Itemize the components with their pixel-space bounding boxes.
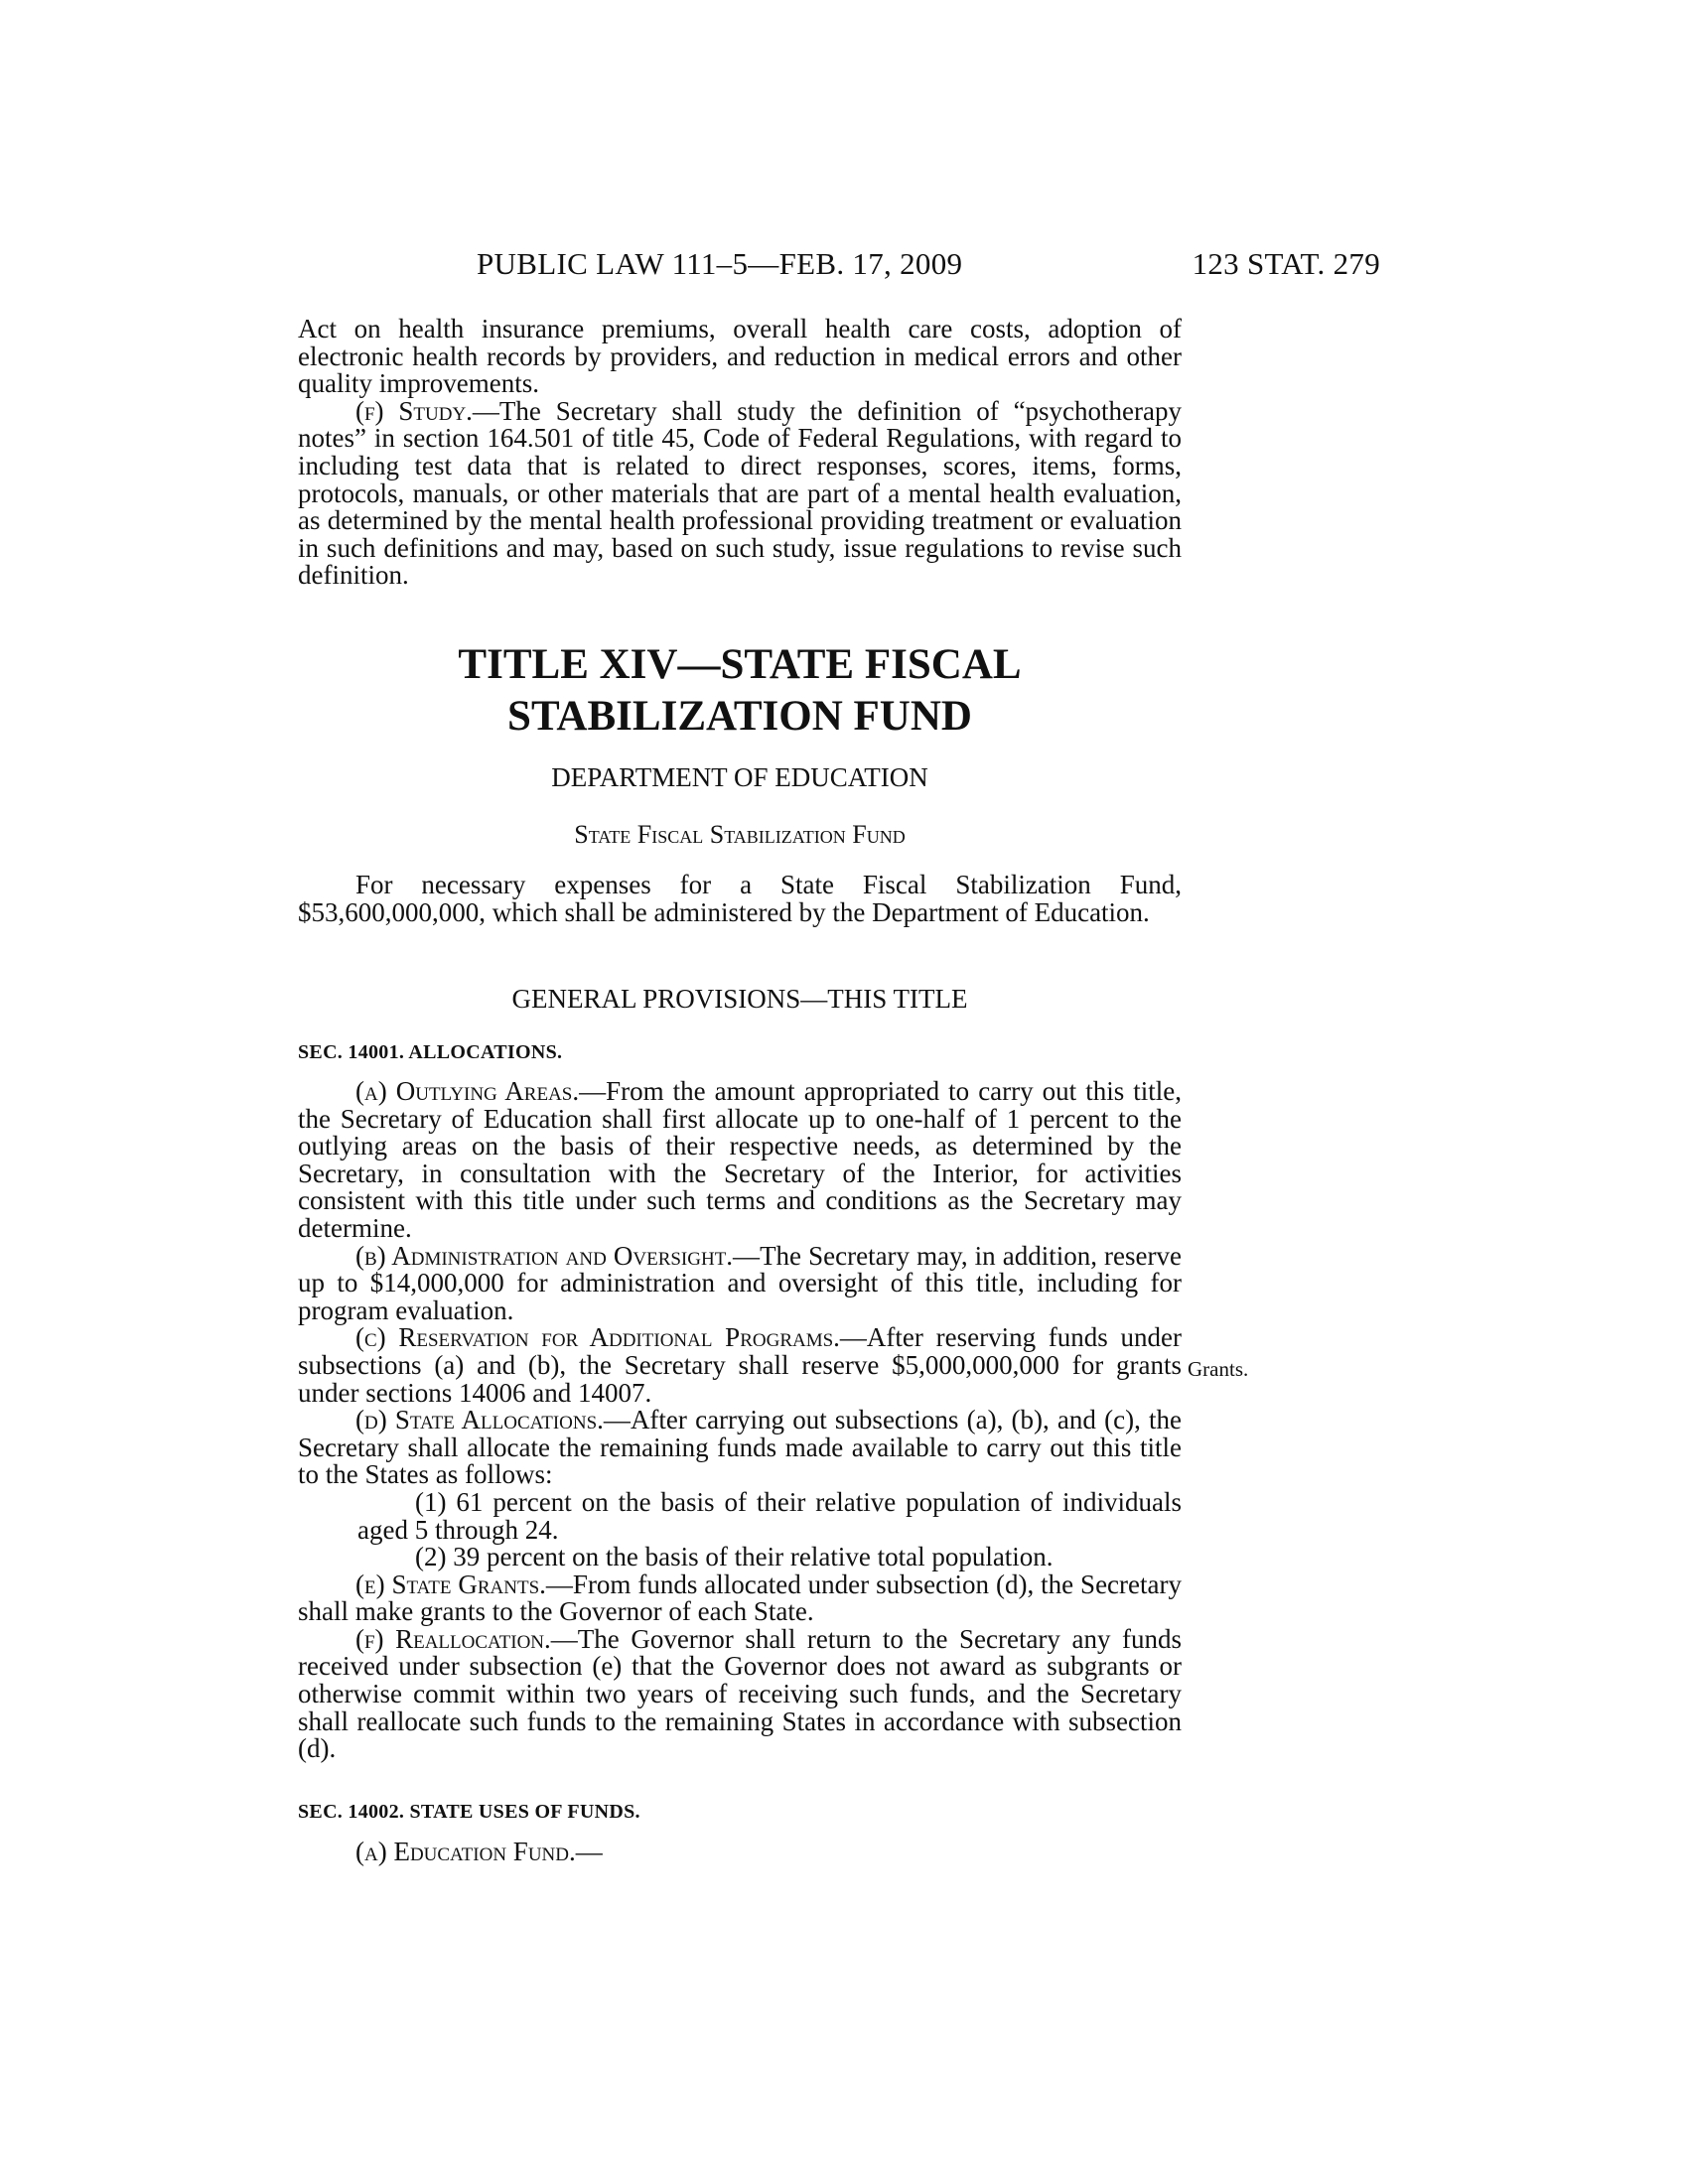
section-14002-body <box>298 1839 1182 1866</box>
study-paragraph <box>298 395 1182 591</box>
statute-page-number: 123 STAT. 279 <box>1192 246 1380 281</box>
top-text-block <box>298 316 1182 590</box>
subsection-b-label: (b) Administration and Oversight.— <box>355 1240 761 1271</box>
subsection-f-text: The Governor shall return to the Secretary any funds received under subsection (e) that the Governor does not award as subgrants or otherwise commit within two years of receiving such funds, and the Secretary shall reallocate such funds to the remaining States in accordance with subsection (d). <box>298 1623 1183 1764</box>
education-fund-subsection: (a) Education Fund.— <box>355 1837 603 1866</box>
subsection-f-label: (f) Reallocation.— <box>355 1623 578 1654</box>
general-provisions-heading: GENERAL PROVISIONS—THIS TITLE <box>511 984 968 1014</box>
subsection-c-text: After reserving funds under subsections (a) and (b), the Secretary shall reserve $5,000,000,000 for grants under sections 14006 and 14007. <box>298 1322 1182 1408</box>
running-header <box>298 246 1380 290</box>
department-heading: DEPARTMENT OF EDUCATION <box>551 762 928 792</box>
subsection-a <box>298 1078 1182 1243</box>
subsection-d-label: (d) State Allocations.— <box>355 1405 631 1435</box>
subsection-e <box>298 1571 1182 1626</box>
study-text: The Secretary shall study the definition of “psychotherapy notes” in section 164.501 of title 45, Code of Federal Regulations, with regard to including test data that is related to direct responses, scores, items, forms, protocols, manuals, or other materials that are part of a mental health evaluation, as determined by the mental health professional providing treatment or evaluation in such definitions and may, based on such study, issue regulations to revise such definition. <box>298 395 1182 591</box>
subsection-b <box>298 1240 1182 1325</box>
study-label: (f) Study.— <box>355 395 499 426</box>
section-14001-body <box>298 1078 1182 1763</box>
subsection-e-label: (e) State Grants.— <box>355 1569 573 1599</box>
subsection-d-text: After carrying out subsections (a), (b), and (c), the Secretary shall allocate the remaining funds made available to carry out this title to the States as follows: <box>298 1405 1182 1490</box>
subsection-d <box>298 1407 1182 1489</box>
title-line-1: TITLE XIV—STATE FISCAL <box>458 641 1022 688</box>
subsection-b-text: The Secretary may, in addition, reserve up to $14,000,000 for administration and oversight of this title, including for program evaluation. <box>298 1240 1182 1325</box>
subsection-f <box>298 1623 1183 1764</box>
appropriation-block <box>298 872 1182 926</box>
section-14001-heading: SEC. 14001. ALLOCATIONS. <box>298 1041 563 1063</box>
subsection-c-label: (c) Reservation for Additional Programs.— <box>355 1322 867 1353</box>
subsection-c <box>298 1324 1182 1407</box>
appropriation-paragraph: For necessary expenses for a State Fiscal Stabilization Fund, $53,600,000,000, which shall be administered by the Department of Education. <box>298 870 1182 927</box>
continuation-paragraph: Act on health insurance premiums, overall health care costs, adoption of electronic health records by providers, and reduction in medical errors and other quality improvements. <box>298 314 1182 399</box>
section-14002-heading: SEC. 14002. STATE USES OF FUNDS. <box>298 1801 640 1823</box>
margin-note-grants: Grants. <box>1188 1357 1249 1381</box>
paragraph-d2: (2) 39 percent on the basis of their relative total population. <box>415 1542 1054 1572</box>
title-line-2: STABILIZATION FUND <box>507 693 972 740</box>
public-law-citation: PUBLIC LAW 111–5—FEB. 17, 2009 <box>477 246 963 281</box>
subsection-e-text: From funds allocated under subsection (d), the Secretary shall make grants to the Governor of each State. <box>298 1569 1182 1627</box>
fund-heading: State Fiscal Stabilization Fund <box>574 820 906 849</box>
title-heading <box>298 639 1182 743</box>
subsection-a-text: From the amount appropriated to carry out this title, the Secretary of Education shall first allocate up to one-half of 1 percent to the outlying areas on the basis of their respective needs, as determined by the Secretary, in consultation with the Secretary of the Interior, for activities consistent with this title under such terms and conditions as the Secretary may determine. <box>298 1076 1182 1243</box>
paragraph-d1: (1) 61 percent on the basis of their relative population of individuals aged 5 through 24. <box>357 1486 1182 1545</box>
subsection-a-label: (a) Outlying Areas.— <box>355 1076 607 1106</box>
